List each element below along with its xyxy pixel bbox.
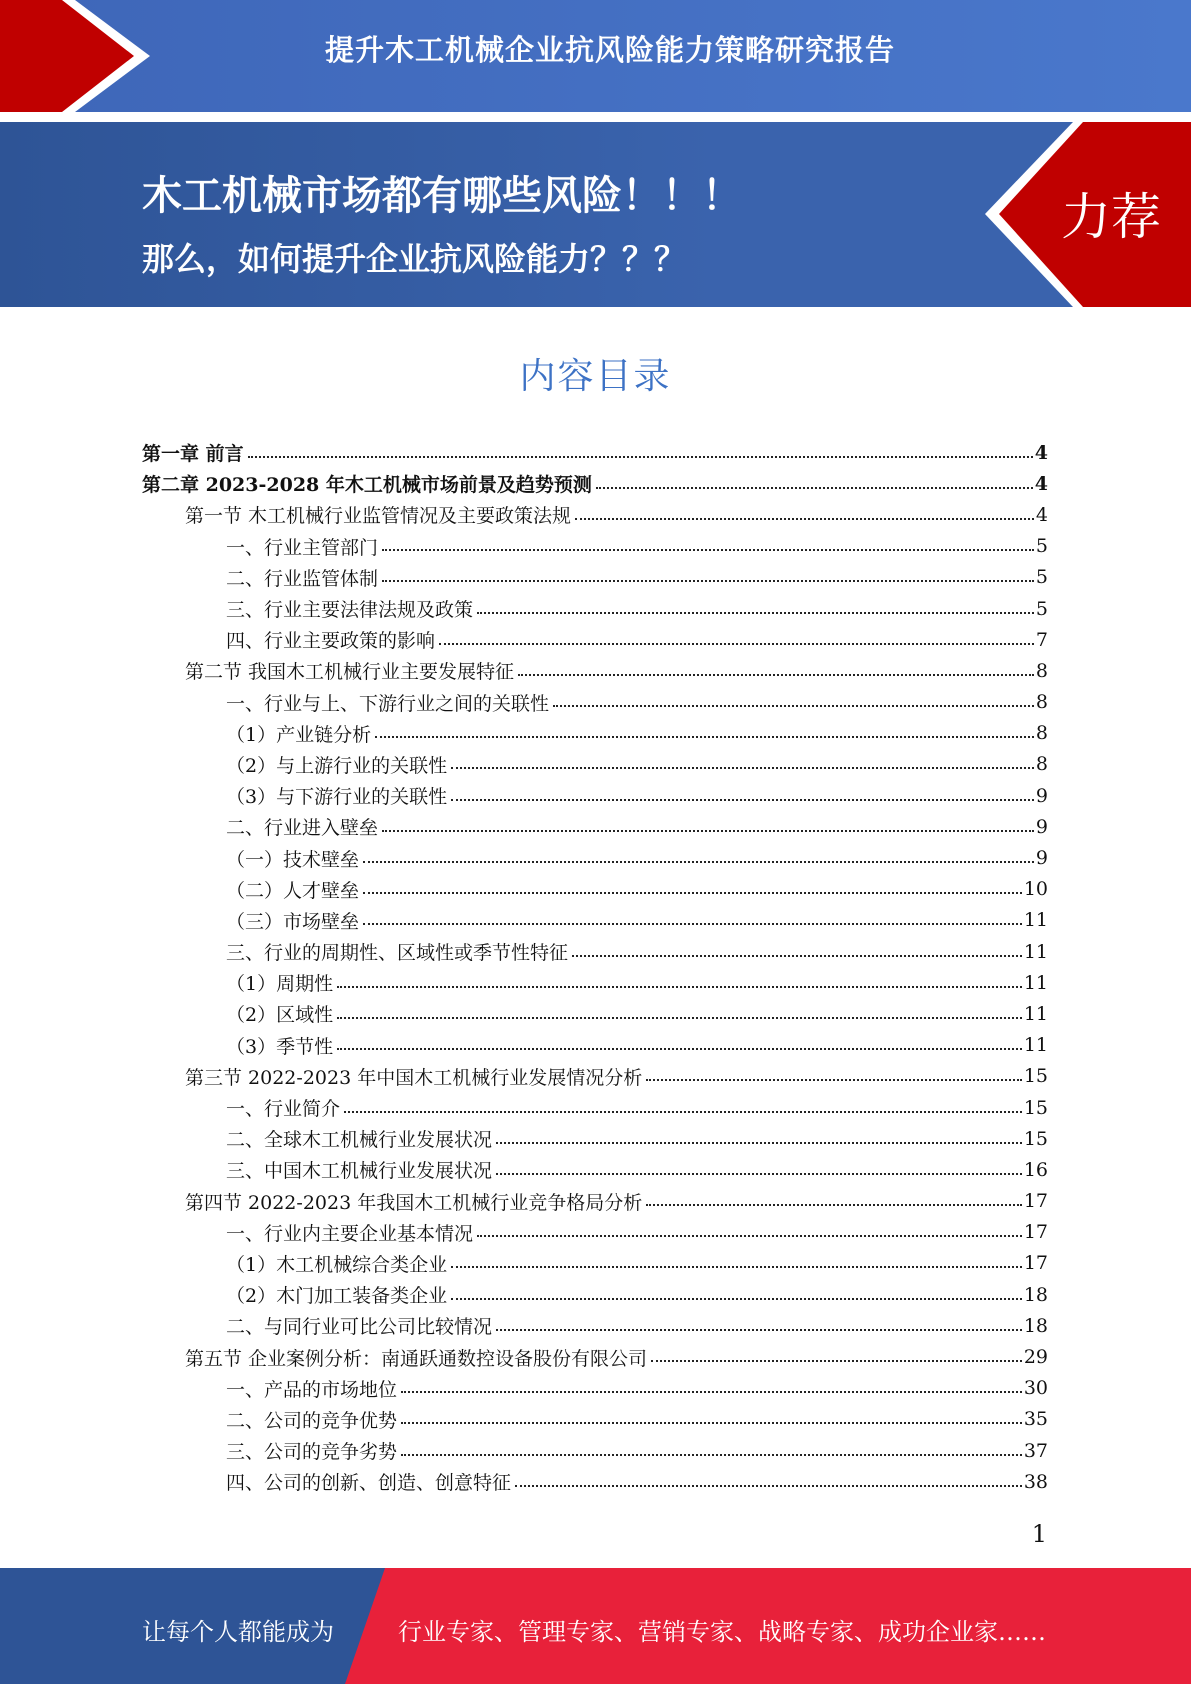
toc-entry-page: 8 — [1035, 659, 1048, 682]
recommend-badge: 力荐 — [1061, 188, 1161, 246]
toc-entry-text: （1）木工机械综合类企业 — [226, 1253, 448, 1276]
toc-entry-text: 第一章 前言 — [142, 443, 244, 466]
toc-entry[interactable] — [142, 811, 1048, 842]
toc-leader-dots — [382, 549, 1034, 551]
toc-entry-page: 8 — [1035, 722, 1048, 745]
toc-leader-dots — [515, 1485, 1022, 1487]
footer-slogan-right: 行业专家、管理专家、营销专家、战略专家、成功企业家…… — [398, 1618, 1046, 1646]
toc-leader-dots — [337, 986, 1022, 988]
toc-leader-dots — [248, 456, 1033, 458]
toc-entry-page: 11 — [1023, 1034, 1048, 1057]
toc-entry-page: 17 — [1023, 1190, 1048, 1213]
toc-leader-dots — [375, 736, 1034, 738]
toc-entry-page: 18 — [1023, 1314, 1048, 1337]
toc-entry-text: （2）与上游行业的关联性 — [226, 754, 448, 777]
toc-entry-text: 一、行业主管部门 — [226, 536, 379, 559]
toc-entry-page: 5 — [1035, 597, 1048, 620]
toc-entry[interactable] — [142, 1092, 1048, 1123]
toc-entry[interactable] — [142, 1061, 1048, 1092]
toc-entry-page: 7 — [1035, 628, 1048, 651]
toc-entry[interactable] — [142, 905, 1048, 936]
toc-entry[interactable] — [142, 718, 1048, 749]
toc-leader-dots — [451, 799, 1034, 801]
toc-entry-text: （三）市场壁垒 — [226, 910, 360, 933]
toc-entry[interactable] — [142, 437, 1048, 468]
toc-entry-page: 30 — [1023, 1377, 1048, 1400]
toc-entry-text: （1）周期性 — [226, 973, 334, 996]
toc-leader-dots — [337, 1048, 1022, 1050]
toc-entry-page: 37 — [1023, 1439, 1048, 1462]
toc-entry-text: 一、行业简介 — [226, 1098, 341, 1121]
toc-entry[interactable] — [142, 1373, 1048, 1404]
toc-entry[interactable] — [142, 1123, 1048, 1154]
toc-entry-text: 二、公司的竞争优势 — [226, 1409, 398, 1432]
toc-entry-text: 四、公司的创新、创造、创意特征 — [226, 1472, 512, 1495]
toc-entry[interactable] — [142, 1341, 1048, 1372]
toc-entry-text: 一、行业与上、下游行业之间的关联性 — [226, 692, 550, 715]
toc-entry[interactable] — [142, 936, 1048, 967]
toc-leader-dots — [363, 892, 1022, 894]
toc-entry[interactable] — [142, 749, 1048, 780]
toc-entry[interactable] — [142, 1030, 1048, 1061]
toc-entry[interactable] — [142, 1154, 1048, 1185]
toc-entry[interactable] — [142, 655, 1048, 686]
footer-slogan-left: 让每个人都能成为 — [142, 1618, 334, 1646]
toc-entry-text: 二、全球木工机械行业发展状况 — [226, 1129, 493, 1152]
toc-entry-page: 5 — [1035, 566, 1048, 589]
toc-entry[interactable] — [142, 967, 1048, 998]
toc-entry-page: 11 — [1023, 909, 1048, 932]
toc-leader-dots — [439, 643, 1034, 645]
toc-entry-text: （3）季节性 — [226, 1035, 334, 1058]
top-banner — [0, 0, 1191, 112]
toc-entry-text: 第二节 我国木工机械行业主要发展特征 — [185, 661, 515, 684]
toc-leader-dots — [496, 1142, 1022, 1144]
toc-entry-page: 29 — [1023, 1346, 1048, 1369]
toc-entry-text: 二、行业监管体制 — [226, 567, 379, 590]
toc-leader-dots — [477, 612, 1034, 614]
toc-entry-page: 17 — [1023, 1221, 1048, 1244]
toc-entry-text: 第三节 2022-2023 年中国木工机械行业发展情况分析 — [185, 1066, 643, 1089]
footer-banner — [0, 1568, 1191, 1684]
toc-entry-page: 9 — [1035, 784, 1048, 807]
toc-leader-dots — [401, 1391, 1022, 1393]
toc-entry[interactable] — [142, 531, 1048, 562]
toc-entry[interactable] — [142, 687, 1048, 718]
top-arrow-decoration — [0, 0, 160, 112]
toc-entry-page: 11 — [1023, 1002, 1048, 1025]
toc-entry-page: 4 — [1034, 472, 1048, 495]
toc-entry[interactable] — [142, 1435, 1048, 1466]
toc-entry-text: （二）人才壁垒 — [226, 879, 360, 902]
toc-leader-dots — [596, 487, 1033, 489]
toc-entry-page: 16 — [1023, 1158, 1048, 1181]
toc-entry-text: 二、与同行业可比公司比较情况 — [226, 1316, 493, 1339]
toc-leader-dots — [401, 1454, 1022, 1456]
toc-entry-text: 一、产品的市场地位 — [226, 1378, 398, 1401]
toc-entry-text: （2）区域性 — [226, 1004, 334, 1027]
toc-entry[interactable] — [142, 1310, 1048, 1341]
toc-entry[interactable] — [142, 842, 1048, 873]
toc-entry-text: 三、公司的竞争劣势 — [226, 1441, 398, 1464]
toc-entry-page: 17 — [1023, 1252, 1048, 1275]
toc-entry-page: 9 — [1035, 847, 1048, 870]
toc-entry-page: 4 — [1035, 503, 1048, 526]
toc-entry-text: 二、行业进入壁垒 — [226, 817, 379, 840]
toc-entry[interactable] — [142, 1279, 1048, 1310]
toc-leader-dots — [496, 1329, 1022, 1331]
toc-entry-page: 15 — [1023, 1096, 1048, 1119]
toc-leader-dots — [518, 674, 1034, 676]
toc-leader-dots — [451, 1266, 1022, 1268]
toc-entry[interactable] — [142, 998, 1048, 1029]
toc-entry-text: 三、行业主要法律法规及政策 — [226, 599, 474, 622]
toc-leader-dots — [382, 580, 1034, 582]
toc-leader-dots — [572, 955, 1022, 957]
toc-entry[interactable] — [142, 624, 1048, 655]
toc-entry-text: 三、中国木工机械行业发展状况 — [226, 1160, 493, 1183]
toc-entry-page: 8 — [1035, 753, 1048, 776]
toc-leader-dots — [496, 1173, 1022, 1175]
toc-leader-dots — [451, 1298, 1022, 1300]
toc-leader-dots — [363, 861, 1034, 863]
toc-entry-text: 第一节 木工机械行业监管情况及主要政策法规 — [185, 505, 572, 528]
toc-leader-dots — [451, 767, 1034, 769]
subheadline: 那么，如何提升企业抗风险能力？？？ — [142, 240, 687, 278]
toc-entry[interactable] — [142, 593, 1048, 624]
toc-leader-dots — [651, 1360, 1022, 1362]
toc-entry-text: 一、行业内主要企业基本情况 — [226, 1222, 474, 1245]
hero-banner — [0, 122, 1191, 307]
toc-leader-dots — [646, 1204, 1022, 1206]
toc-entry-text: （3）与下游行业的关联性 — [226, 786, 448, 809]
toc-entry[interactable] — [142, 1186, 1048, 1217]
toc-entry-page: 15 — [1023, 1127, 1048, 1150]
toc-entry-page: 5 — [1035, 535, 1048, 558]
toc-entry-page: 11 — [1023, 940, 1048, 963]
toc-entry-page: 35 — [1023, 1408, 1048, 1431]
toc-leader-dots — [477, 1235, 1022, 1237]
toc-entry[interactable] — [142, 874, 1048, 905]
toc-leader-dots — [646, 1079, 1022, 1081]
toc-entry-page: 4 — [1034, 441, 1048, 464]
toc-entry-text: 第四节 2022-2023 年我国木工机械行业竞争格局分析 — [185, 1191, 643, 1214]
toc-entry-text: （2）木门加工装备类企业 — [226, 1285, 448, 1308]
toc-leader-dots — [575, 518, 1034, 520]
toc-entry[interactable] — [142, 1404, 1048, 1435]
headline: 木工机械市场都有哪些风险！！！ — [142, 173, 742, 219]
toc-entry-text: （一）技术壁垒 — [226, 848, 360, 871]
toc-title: 内容目录 — [519, 356, 672, 397]
toc-entry-page: 15 — [1023, 1065, 1048, 1088]
toc-entry-page: 38 — [1023, 1470, 1048, 1493]
toc-entry-page: 18 — [1023, 1283, 1048, 1306]
toc-entry-text: 第二章 2023-2028 年木工机械市场前景及趋势预测 — [142, 474, 592, 497]
toc-entry-page: 11 — [1023, 971, 1048, 994]
toc-entry-text: 第五节 企业案例分析：南通跃通数控设备股份有限公司 — [185, 1347, 648, 1370]
page-number: 1 — [1031, 1520, 1047, 1548]
toc-leader-dots — [363, 923, 1022, 925]
report-title: 提升木工机械企业抗风险能力策略研究报告 — [324, 33, 895, 67]
toc-entry[interactable] — [142, 562, 1048, 593]
toc-entry-text: （1）产业链分析 — [226, 723, 372, 746]
toc-entry[interactable] — [142, 468, 1048, 499]
toc-entry-text: 四、行业主要政策的影响 — [226, 630, 436, 653]
toc-entry[interactable] — [142, 1466, 1048, 1497]
toc-entry-page: 10 — [1023, 878, 1048, 901]
toc-entry-page: 8 — [1035, 691, 1048, 714]
toc-leader-dots — [344, 1111, 1022, 1113]
toc-entry-text: 三、行业的周期性、区域性或季节性特征 — [226, 942, 569, 965]
toc-entry[interactable] — [142, 1217, 1048, 1248]
table-of-contents — [142, 437, 1048, 1497]
toc-entry[interactable] — [142, 499, 1048, 530]
toc-leader-dots — [401, 1422, 1022, 1424]
toc-leader-dots — [382, 830, 1034, 832]
toc-entry[interactable] — [142, 780, 1048, 811]
toc-entry-page: 9 — [1035, 815, 1048, 838]
toc-entry[interactable] — [142, 1248, 1048, 1279]
toc-leader-dots — [553, 705, 1034, 707]
toc-leader-dots — [337, 1017, 1022, 1019]
